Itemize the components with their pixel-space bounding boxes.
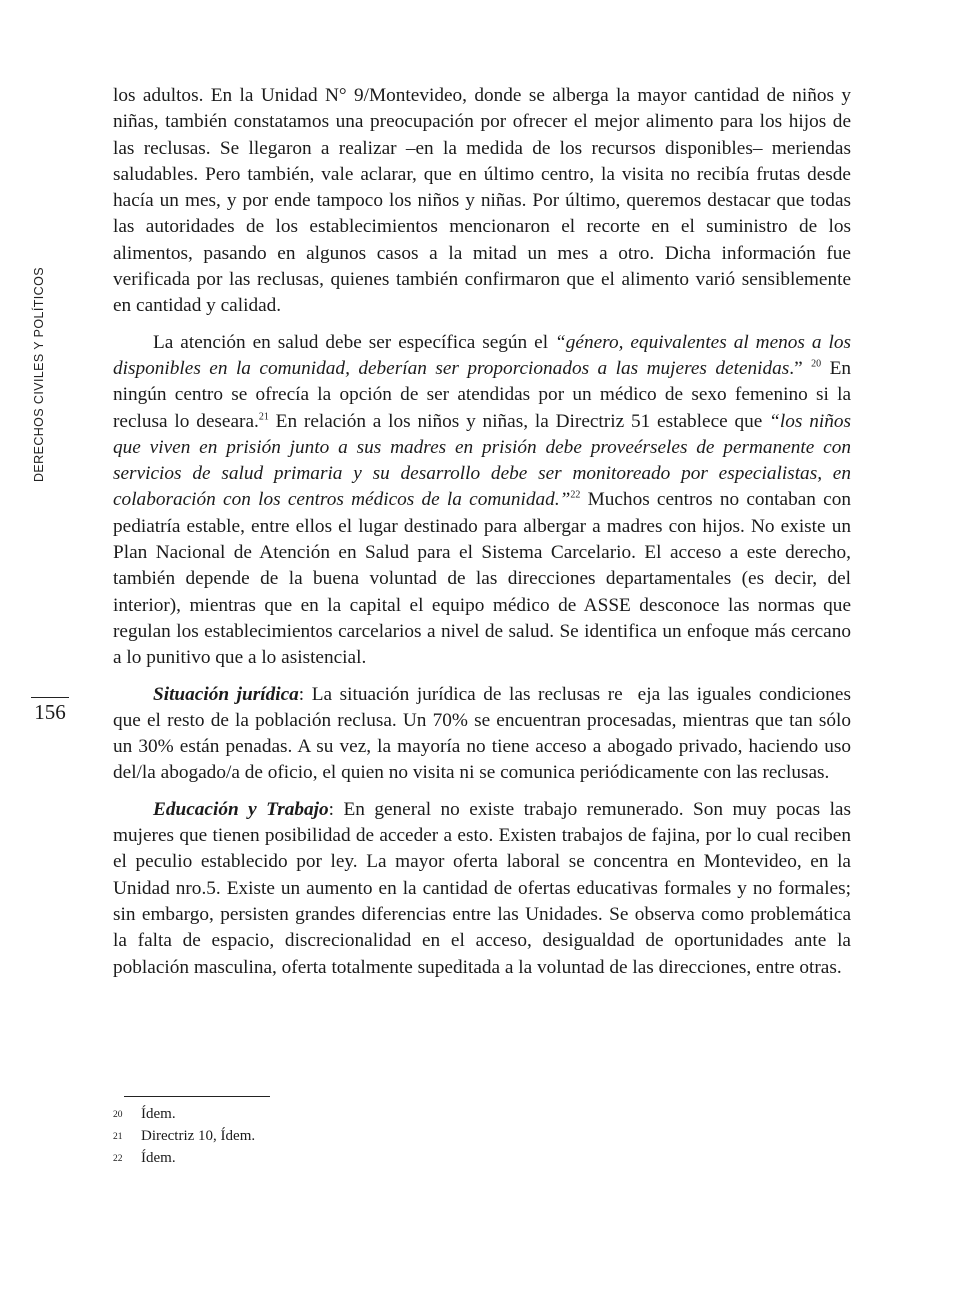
footnote-item <box>113 1126 513 1148</box>
education-work-text: : En general no existe trabajo remunerado. Son muy pocas las mujeres que tienen posibilidad de acceder a esto. Existen trabajos de fajina, por lo cual reciben el peculio establecido por ley. La mayor oferta laboral se concentra en Montevideo, en la Unidad nro.5. Existe un aumento en la cantidad de ofertas educativas formales y no formales; sin embargo, persisten grandes diferencias entre las Unidades. Se observa como problemática la falta de espacio, discrecionalidad en el acceso, desigualdad de oportunidades ante la población masculina, oferta totalmente supeditada a la voluntad de las direcciones, entre otras. <box>113 798 851 978</box>
health-text-2: .” <box>789 357 812 379</box>
education-work-heading: Educación y Trabajo <box>153 798 329 820</box>
footnote-text: Ídem. <box>141 1106 176 1122</box>
page-number: 156 <box>31 697 69 725</box>
legal-situation-heading: Situación jurídica <box>153 683 299 705</box>
health-text-3: En ningún centro se ofrecía la opción de ser atendidas por un médico de sexo femenino si la reclusa lo deseara. <box>113 357 851 432</box>
footnote-number: 21 <box>113 1132 123 1142</box>
health-quote-2: “los niños que viven en prisión junto a sus madres en prisión debe proveérseles de permanente con servicios de salud primaria y su desarrollo debe ser monitoreado por especialistas, en colaboración con los centros médicos de la comunidad.” <box>113 410 851 511</box>
footnote-text: Directriz 10, Ídem. <box>141 1128 256 1144</box>
footnote-ref-21[interactable]: 21 <box>258 411 269 423</box>
footnote-separator <box>124 1096 270 1097</box>
paragraph-food: los adultos. En la Unidad N° 9/Montevideo, donde se alberga la mayor cantidad de niños y niñas, también constatamos una preocupación por ofrecer el mejor alimento para los hijos de las reclusas. Se llegaron a realizar –en la medida de los recursos disponibles– meriendas saludables. Pero también, vale aclarar, que en último centro, la visita no recibía frutas desde hacía un mes, y por ende tampoco los niños y niñas. Por último, queremos destacar que todas las autoridades de los establecimientos mencionaron el recorte en el suministro de los alimentos, pasando en algunos casos a la mitad un mes a otro. Dicha información fue verificada por las reclusas, quienes también confirmaron que el alimento varió sensiblemente en cantidad y calidad. <box>113 85 851 317</box>
health-text-1: La atención en salud debe ser específica según el <box>153 331 556 353</box>
health-text-4: En relación a los niños y niñas, la Directriz 51 establece que <box>268 410 770 432</box>
health-quote-1: “género, equivalentes al menos a los disponibles en la comunidad, deberían ser proporcionados a las mujeres detenidas <box>113 331 851 379</box>
footnote-ref-20[interactable]: 20 <box>811 358 822 370</box>
paragraph-health <box>113 330 851 672</box>
footnote-ref-22[interactable]: 22 <box>570 490 581 502</box>
paragraph-education-work <box>113 797 851 981</box>
running-section-header: DERECHOS CIVILES Y POLÍTICOS <box>32 267 46 482</box>
footnote-number: 20 <box>113 1110 123 1120</box>
legal-situation-text: : La situación jurídica de las reclusas re eja las iguales condiciones que el resto de la población reclusa. Un 70% se encuentran procesadas, mientras que tan sólo un 30% están penadas. A su vez, la mayoría no tiene acceso a abogado privado, haciendo uso del/la abogado/a de oficio, el quien no visita ni se comunica periódicamente con las reclusas. <box>113 683 851 784</box>
footnote-item <box>113 1104 513 1126</box>
health-text-5: Muchos centros no contaban con pediatría estable, entre ellos el lugar destinado para albergar a madres con hijos. No existe un Plan Nacional de Atención en Salud para el Sistema Carcelario. El acceso a este derecho, también depende de la buena voluntad de las direcciones departamentales (es decir, del interior), mientras que en la capital el equipo médico de ASSE desconoce las normas que regulan los establecimientos carcelarios a nivel de salud. Se identifica un enfoque más cercano a lo punitivo que a lo asistencial. <box>113 489 851 669</box>
footnote-item <box>113 1148 513 1170</box>
footnote-number: 22 <box>113 1154 123 1164</box>
paragraph-legal-situation <box>113 682 851 787</box>
footnotes <box>113 1104 513 1170</box>
body-text <box>113 83 851 991</box>
footnote-text: Ídem. <box>141 1150 176 1166</box>
